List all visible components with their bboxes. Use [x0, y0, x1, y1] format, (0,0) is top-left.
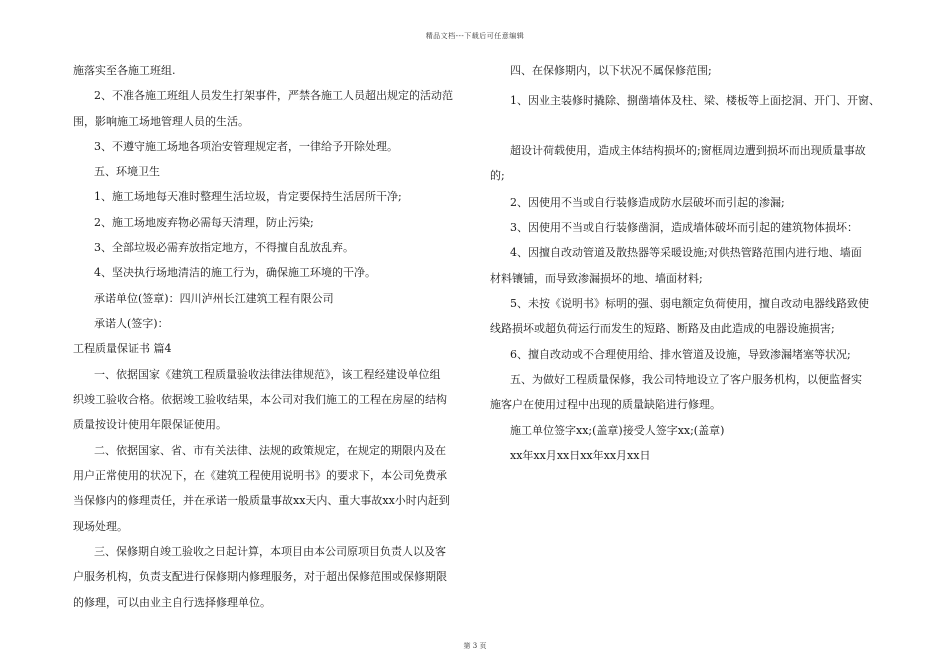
- paragraph-line: 的修理，可以由业主自行选择修理单位。: [73, 596, 271, 609]
- paragraph-line: 现场处理。: [73, 520, 128, 533]
- section-heading: 四、在保修期内，以下状况不属保修范围;: [510, 64, 712, 77]
- paragraph-line: 3、不遵守施工场地各项治安管理规定者，一律给予开除处理。: [94, 140, 398, 153]
- paragraph-line: 2、施工场地废弃物必需每天清理，防止污染;: [94, 216, 314, 229]
- paragraph-line: 4、坚决执行场地清洁的施工行为，确保施工环境的干净。: [94, 266, 376, 279]
- section-title: 工程质量保证书 篇4: [73, 342, 172, 355]
- paragraph-line: 施客户在使用过程中出现的质量缺陷进行修理。: [490, 398, 721, 411]
- paragraph-line: 3、全部垃圾必需弃放指定地方，不得擅自乱放乱弃。: [94, 241, 354, 254]
- paragraph-line: 2、不准各施工班组人员发生打架事件，严禁各施工人员超出规定的活动范: [94, 89, 453, 102]
- paragraph-line: 围，影响施工场地管理人员的生活。: [73, 115, 249, 128]
- paragraph-line: 五、为做好工程质量保修，我公司特地设立了客户服务机构，以便监督实: [510, 373, 862, 386]
- paragraph-line: 当保修内的修理责任，并在承诺一般质量事故xx天内、重大事故xx小时内赶到: [73, 494, 450, 507]
- paragraph-line: 用户正常使用的状况下，在《建筑工程使用说明书》的要求下，本公司免费承: [73, 469, 447, 482]
- paragraph-line: 超设计荷载使用，造成主体结构损坏的;窗框周边遭到损坏而出现质量事故: [510, 144, 866, 157]
- page-header: 精品文档---下载后可任意编辑: [425, 32, 525, 40]
- signature-person: 承诺人(签字)：: [94, 317, 169, 330]
- page-number: 第 3 页: [463, 642, 487, 650]
- paragraph-line: 3、因使用不当或自行装修凿洞，造成墙体破坏而引起的建筑物体损坏：: [510, 221, 858, 234]
- paragraph-line: 施落实至各施工班组.: [73, 64, 176, 77]
- paragraph-line: 材料镶铺，而导致渗漏损坏的地、墙面材料;: [490, 272, 703, 285]
- paragraph-line: 5、未按《说明书》标明的强、弱电额定负荷使用，擅自改动电器线路致使: [510, 297, 869, 310]
- signature-unit: 承诺单位(签章)：四川泸州长江建筑工程有限公司: [94, 292, 334, 305]
- paragraph-line: 6、擅自改动或不合理使用给、排水管道及设施，导致渗漏堵塞等状况;: [510, 348, 851, 361]
- paragraph-line: 2、因使用不当或自行装修造成防水层破坏而引起的渗漏;: [510, 196, 785, 209]
- paragraph-line: 织竣工验收合格。依据竣工验收结果，本公司对我们施工的工程在房屋的结构: [73, 393, 447, 406]
- paragraph-line: 1、施工场地每天准时整理生活垃圾，肯定要保持生活居所干净;: [94, 190, 402, 203]
- paragraph-line: 的;: [490, 169, 505, 182]
- paragraph-line: 1、因业主装修时撬除、捌凿墙体及柱、梁、楼板等上面挖洞、开门、开窗、: [510, 94, 880, 107]
- paragraph-line: 三、保修期自竣工验收之日起计算，本项目由本公司原项目负责人以及客: [94, 545, 446, 558]
- section-heading: 五、环境卫生: [94, 165, 160, 178]
- paragraph-line: 二、依据国家、省、市有关法律、法规的政策规定，在规定的期限内及在: [94, 444, 446, 457]
- paragraph-line: 线路损坏或超负荷运行而发生的短路、断路及由此造成的电器设施损害;: [490, 322, 835, 335]
- signature-line: 施工单位签字xx;(盖章)接受人签字xx;(盖章): [510, 424, 725, 437]
- paragraph-line: 一、依据国家《建筑工程质量验收法律法律规范》，该工程经建设单位组: [94, 368, 441, 381]
- paragraph-line: 户服务机构，负责支配进行保修期内修理服务，对于超出保修范围或保修期限: [73, 570, 447, 583]
- date-line: xx年xx月xx日xx年xx月xx日: [510, 449, 651, 462]
- paragraph-line: 质量按设计使用年限保证使用。: [73, 418, 227, 431]
- paragraph-line: 4、因擅自改动管道及散热器等采暖设施;对供热管路范围内进行地、墙面: [510, 246, 862, 259]
